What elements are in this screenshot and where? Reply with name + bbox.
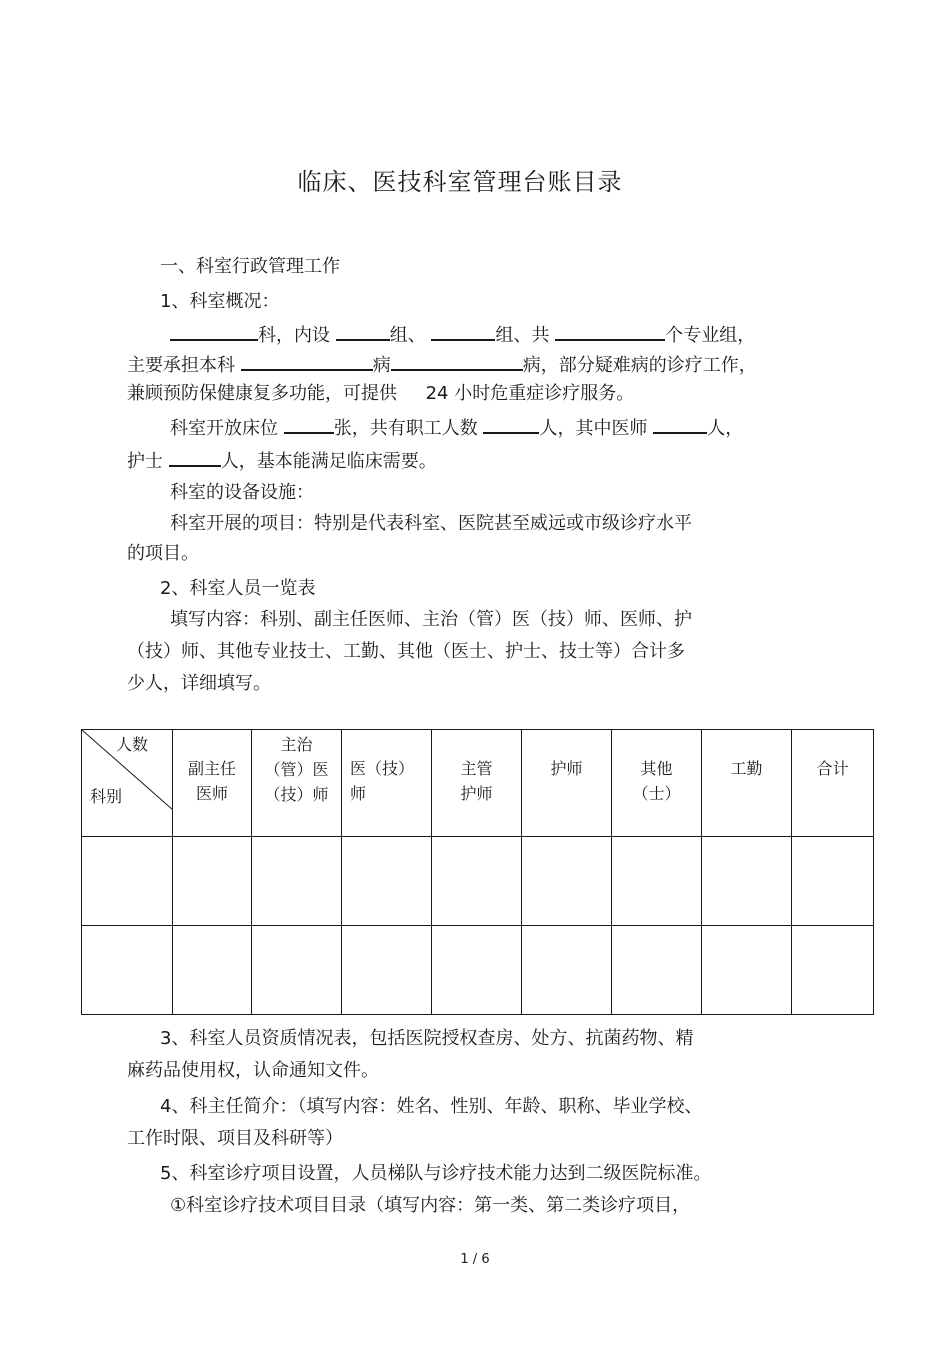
projects-line-1: 科室开展的项目：特别是代表科室、医院甚至威远或市级诊疗水平 — [170, 513, 692, 534]
table-cell[interactable] — [702, 926, 792, 1015]
overview-line-3: 兼顾预防保健康复多功能，可提供 24 小时危重症诊疗服务。 — [127, 383, 635, 404]
overview-line-1: 科，内设 组、 组、共 个专业组， — [170, 321, 755, 349]
blank-field[interactable] — [241, 351, 373, 371]
table-cell[interactable] — [432, 837, 522, 926]
blank-field[interactable] — [555, 321, 665, 341]
fill-instructions-1: 填写内容：科别、副主任医师、主治（管）医（技）师、医师、护 — [170, 609, 692, 630]
blank-field[interactable] — [284, 414, 334, 434]
header-deputy-chief: 副主任 医师 — [173, 730, 252, 837]
item1-heading: 1、科室概况： — [160, 291, 280, 312]
header-attending: 主治 （管）医 （技）师 — [252, 730, 342, 837]
page-number: 1 / 6 — [460, 1252, 490, 1267]
table-cell[interactable] — [522, 926, 612, 1015]
table-cell[interactable] — [173, 837, 252, 926]
table-header-row — [82, 730, 874, 837]
table-cell[interactable] — [792, 926, 874, 1015]
page-title: 临床、医技科室管理台账目录 — [297, 168, 623, 196]
equipment-line: 科室的设备设施： — [170, 482, 314, 503]
corner-label-top: 人数 — [115, 735, 148, 754]
table-cell[interactable] — [82, 926, 173, 1015]
blank-field[interactable] — [169, 447, 221, 467]
table-cell[interactable] — [173, 926, 252, 1015]
table-cell[interactable] — [612, 837, 702, 926]
overview-line-4: 科室开放床位 张，共有职工人数 人，其中医师 人， — [170, 414, 743, 442]
staff-roster-table — [81, 729, 874, 1015]
item5-line-2: ①科室诊疗技术项目目录（填写内容：第一类、第二类诊疗项目， — [170, 1195, 691, 1216]
fill-instructions-3: 少人，详细填写。 — [127, 673, 271, 694]
header-total: 合计 — [792, 730, 874, 837]
blank-field[interactable] — [483, 414, 539, 434]
overview-line-2: 主要承担本科 病 病，部分疑难病的诊疗工作， — [127, 351, 757, 379]
item4-line-1: 4、科主任简介：（填写内容：姓名、性别、年龄、职称、毕业学校、 — [160, 1096, 703, 1117]
header-nurse: 护师 — [522, 730, 612, 837]
table-cell[interactable] — [702, 837, 792, 926]
blank-field[interactable] — [653, 414, 707, 434]
item3-line-2: 麻药品使用权，认命通知文件。 — [127, 1060, 379, 1081]
table-cell[interactable] — [342, 926, 432, 1015]
table-cell[interactable] — [432, 926, 522, 1015]
table-cell[interactable] — [792, 837, 874, 926]
header-supervisor-nurse: 主管 护师 — [432, 730, 522, 837]
corner-label-bottom: 科别 — [90, 787, 123, 806]
header-worker: 工勤 — [702, 730, 792, 837]
table-cell[interactable] — [82, 837, 173, 926]
table-cell[interactable] — [252, 837, 342, 926]
blank-field[interactable] — [170, 321, 258, 341]
table-cell[interactable] — [522, 837, 612, 926]
projects-line-2: 的项目。 — [127, 543, 199, 564]
blank-field[interactable] — [391, 351, 523, 371]
blank-field[interactable] — [336, 321, 390, 341]
table-cell[interactable] — [252, 926, 342, 1015]
section-heading: 一、科室行政管理工作 — [160, 256, 340, 277]
fill-instructions-2: （技）师、其他专业技士、工勤、其他（医士、护士、技士等）合计多 — [127, 641, 685, 662]
corner-header-cell — [82, 730, 173, 837]
table-cell[interactable] — [612, 926, 702, 1015]
overview-line-5: 护士 人，基本能满足临床需要。 — [127, 447, 437, 475]
item2-heading: 2、科室人员一览表 — [160, 578, 316, 599]
table-row — [82, 837, 874, 926]
table-row — [82, 926, 874, 1015]
header-other: 其他 （士） — [612, 730, 702, 837]
blank-field[interactable] — [431, 321, 495, 341]
item4-line-2: 工作时限、项目及科研等） — [127, 1128, 343, 1149]
item5-line-1: 5、科室诊疗项目设置，人员梯队与诊疗技术能力达到二级医院标准。 — [160, 1163, 712, 1184]
item3-line-1: 3、科室人员资质情况表，包括医院授权查房、处方、抗菌药物、精 — [160, 1028, 694, 1049]
table-cell[interactable] — [342, 837, 432, 926]
header-physician: 医（技） 师 — [342, 730, 432, 837]
